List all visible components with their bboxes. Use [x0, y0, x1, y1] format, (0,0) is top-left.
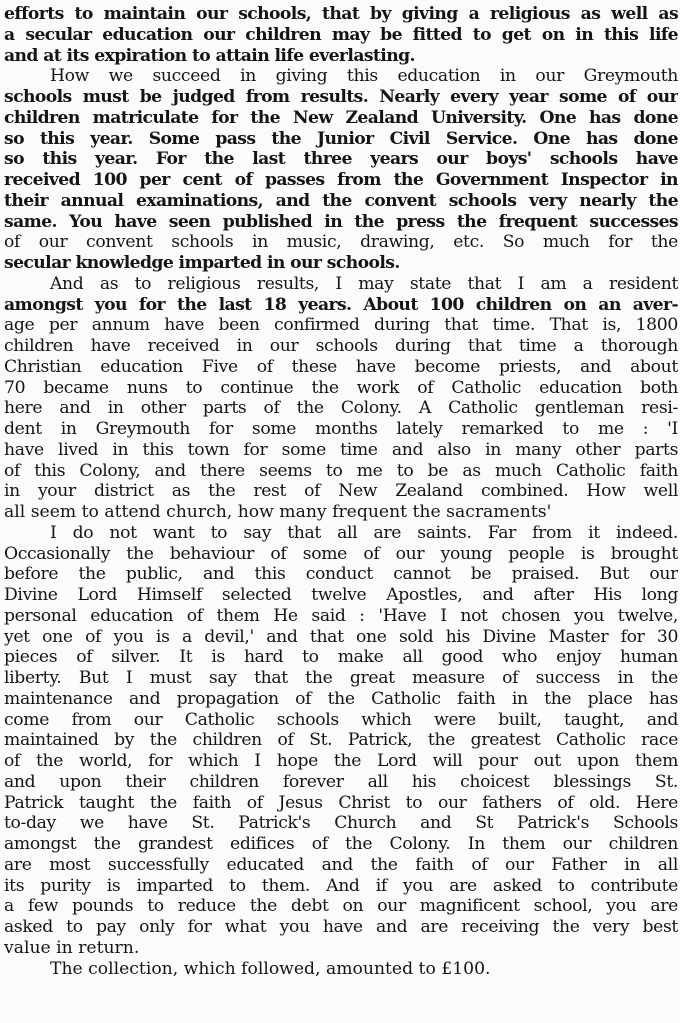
text-line: before the public, and this conduct cannot be praised. But our — [4, 564, 678, 585]
text-line: of our convent schools in music, drawing, etc. So much for the — [4, 232, 678, 253]
text-line: Divine Lord Himself selected twelve Apostles, and after His long — [4, 585, 678, 605]
text-line: to-day we have St. Patrick's Church and St Patrick's Schools — [4, 813, 678, 834]
paragraph-secular-results — [4, 66, 678, 274]
text-line: their annual examinations, and the convent schools very nearly the — [4, 190, 678, 211]
text-line: same. You have seen published in the press the frequent successes — [4, 211, 678, 232]
text-line: Patrick taught the faith of Jesus Christ to our fathers of old. Here — [4, 792, 678, 813]
text-line: 70 became nuns to continue the work of Catholic education both — [4, 377, 678, 398]
text-line: children have received in our schools during that time a thorough — [4, 336, 678, 356]
text-line: value in return. — [4, 937, 140, 958]
text-line: come from our Catholic schools which were built, taught, and — [4, 709, 678, 730]
text-line: are most successfully educated and the faith of our Father in all — [4, 854, 678, 875]
text-line: Occasionally the behaviour of some of our young people is brought — [4, 543, 678, 564]
text-line: a secular education our children may be fitted to get on in this life — [4, 24, 678, 45]
text-line: schools must be judged from results. Nearly every year some of our — [4, 87, 678, 107]
text-line: its purity is imparted to them. And if you are asked to contribute — [4, 875, 678, 896]
text-line: secular knowledge imparted in our schools. — [4, 253, 400, 273]
text-line: so this year. For the last three years our boys' schools have — [4, 149, 678, 170]
text-line: amongst the grandest edifices of the Colony. In them our children — [4, 834, 678, 854]
text-line: so this year. Some pass the Junior Civil Service. One has done — [4, 128, 678, 149]
paragraph-collection — [4, 959, 678, 980]
paragraph-religious-results — [4, 274, 678, 523]
text-line: received 100 per cent of passes from the Government Inspector in — [4, 170, 678, 190]
text-line: of this Colony, and there seems to me to be as much Catholic faith — [4, 460, 678, 481]
text-line: I do not want to say that all are saints. Far from it indeed. — [50, 522, 678, 543]
text-line: maintained by the children of St. Patrick, the greatest Catholic race — [4, 730, 678, 751]
paragraph-not-all-saints — [4, 523, 678, 959]
text-line: personal education of them He said : 'Have I not chosen you twelve, — [4, 605, 678, 626]
text-line: here and in other parts of the Colony. A Catholic gentleman resi- — [4, 398, 678, 419]
text-line: amongst you for the last 18 years. About 100 children on an aver- — [4, 294, 678, 315]
text-line: all seem to attend church, how many frequent the sacraments' — [4, 502, 552, 522]
text-line: a few pounds to reduce the debt on our magnificent school, you are — [4, 896, 678, 917]
text-line: The collection, which followed, amounted to £100. — [50, 958, 491, 979]
text-line: age per annum have been confirmed during that time. That is, 1800 — [4, 315, 678, 336]
text-line: dent in Greymouth for some months lately remarked to me : 'I — [4, 419, 678, 439]
text-line: liberty. But I must say that the great measure of success in the — [4, 668, 678, 688]
text-line: and at its expiration to attain life everlasting. — [4, 45, 415, 66]
text-line: have lived in this town for some time and also in many other parts — [4, 439, 678, 460]
text-line: Christian education Five of these have become priests, and about — [4, 356, 678, 377]
text-line: pieces of silver. It is hard to make all good who enjoy human — [4, 647, 678, 668]
text-line: and upon their children forever all his choicest blessings St. — [4, 771, 678, 792]
paragraph-schools-purpose — [4, 4, 678, 66]
text-line: maintenance and propagation of the Catholic faith in the place has — [4, 688, 678, 709]
text-line: asked to pay only for what you have and are receiving the very best — [4, 917, 678, 937]
text-line: of the world, for which I hope the Lord will pour out upon them — [4, 751, 678, 771]
text-line: efforts to maintain our schools, that by giving a religious as well as — [4, 4, 678, 24]
text-line: And as to religious results, I may state that I am a resident — [50, 273, 678, 294]
text-line: in your district as the rest of New Zealand combined. How well — [4, 481, 678, 502]
text-line: yet one of you is a devil,' and that one sold his Divine Master for 30 — [4, 626, 678, 647]
text-line: How we succeed in giving this education in our Greymouth — [50, 66, 678, 87]
text-line: children matriculate for the New Zealand University. One has done — [4, 107, 678, 128]
